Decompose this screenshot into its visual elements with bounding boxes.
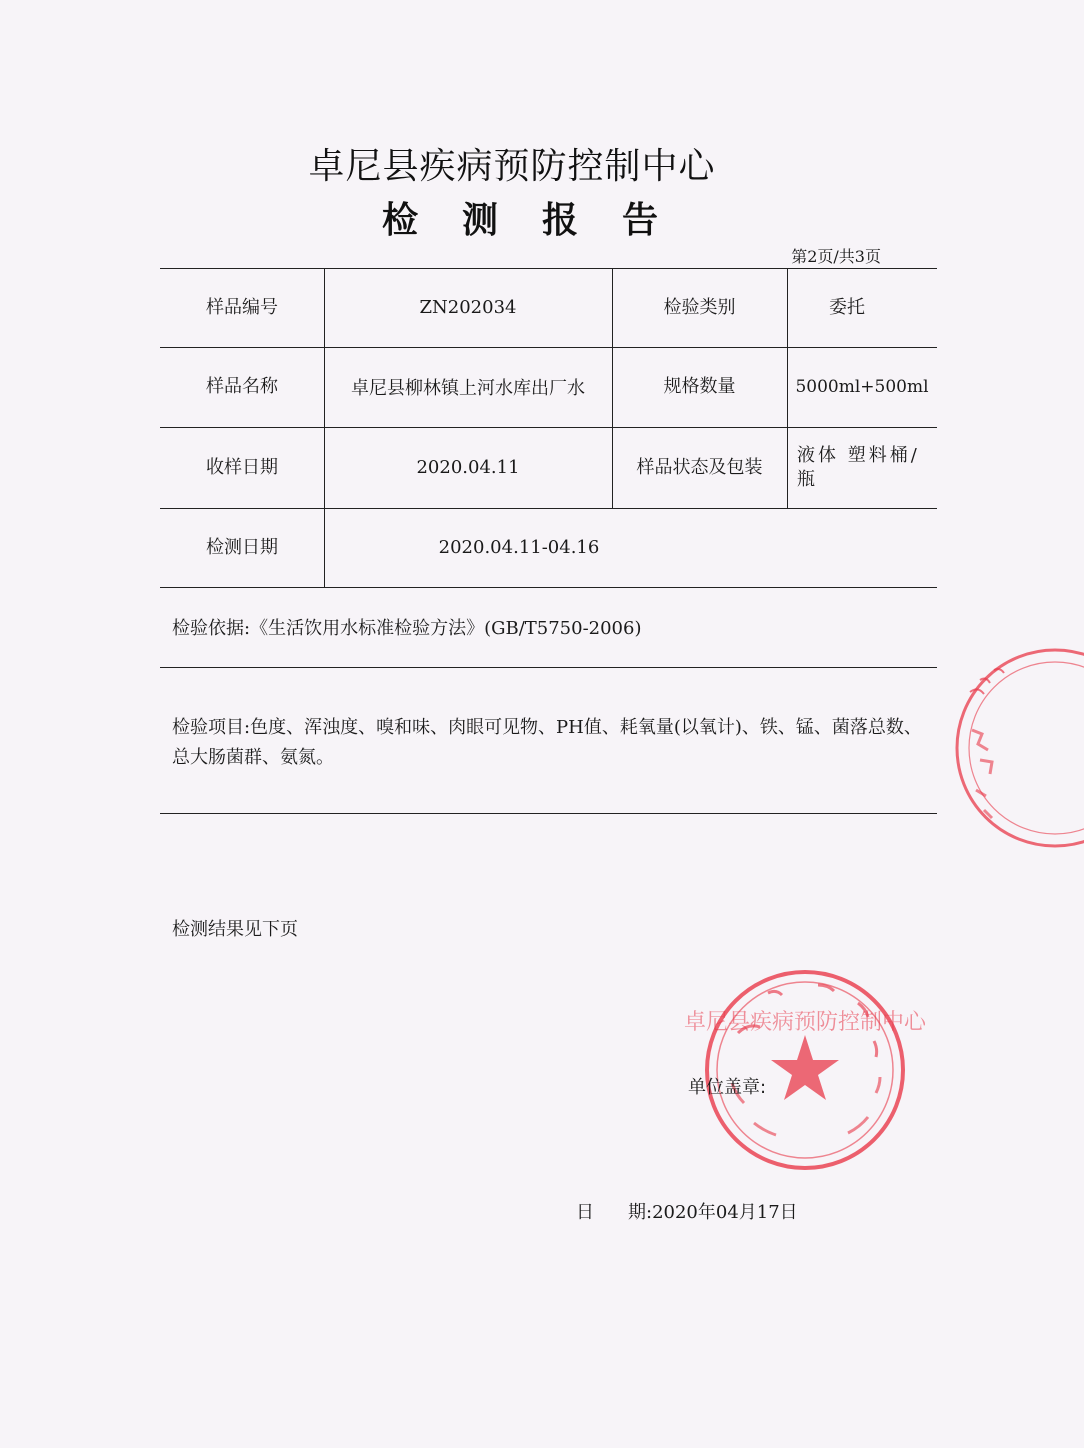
received-date-value: 2020.04.11: [416, 456, 520, 478]
page-number: 第2页/共3页: [791, 247, 881, 266]
org-title: 卓尼县疾病预防控制中心: [308, 146, 716, 187]
received-date-label: 收样日期: [206, 456, 278, 478]
official-seal-stamp: [683, 963, 927, 1177]
stamp-label: 单位盖章:: [688, 1077, 767, 1098]
sample-no-label: 样品编号: [206, 296, 278, 318]
sample-state-value: 液体 塑料桶/瓶: [797, 445, 920, 490]
inspection-type-value: 委托: [829, 296, 865, 318]
test-date-value: 2020.04.11-04.16: [438, 536, 600, 558]
date-label-a: 日: [576, 1202, 594, 1223]
inspection-basis: 检验依据:《生活饮用水标准检验方法》(GB/T5750-2006): [172, 618, 642, 639]
sample-state-label: 样品状态及包装: [636, 456, 763, 478]
result-note: 检测结果见下页: [172, 919, 298, 940]
inspection-items: 检验项目:色度、浑浊度、嗅和味、肉眼可见物、PH值、耗氧量(以氧计)、铁、锰、菌落总数、总大肠菌群、氨氮。: [172, 717, 922, 768]
date-label-b: 期:2020年04月17日: [628, 1202, 798, 1223]
seal-text: 卓尼县疾病预防控制中心: [683, 1010, 927, 1035]
report-title: 检测报告: [381, 200, 702, 241]
spec-value: 5000ml+500ml: [795, 376, 929, 397]
spec-label: 规格数量: [663, 376, 736, 398]
test-date-label: 检测日期: [206, 536, 278, 558]
sample-name-value: 卓尼县柳林镇上河水库出厂水: [351, 378, 585, 400]
table-rule: [160, 587, 937, 588]
report-date: [576, 1198, 798, 1224]
inspection-type-label: 检验类别: [663, 296, 736, 318]
section-rule: [160, 813, 937, 814]
partial-seal-stamp: [950, 640, 1024, 860]
sample-no-value: ZN202034: [419, 296, 517, 318]
sample-name-label: 样品名称: [206, 376, 278, 398]
section-rule: [160, 667, 937, 668]
